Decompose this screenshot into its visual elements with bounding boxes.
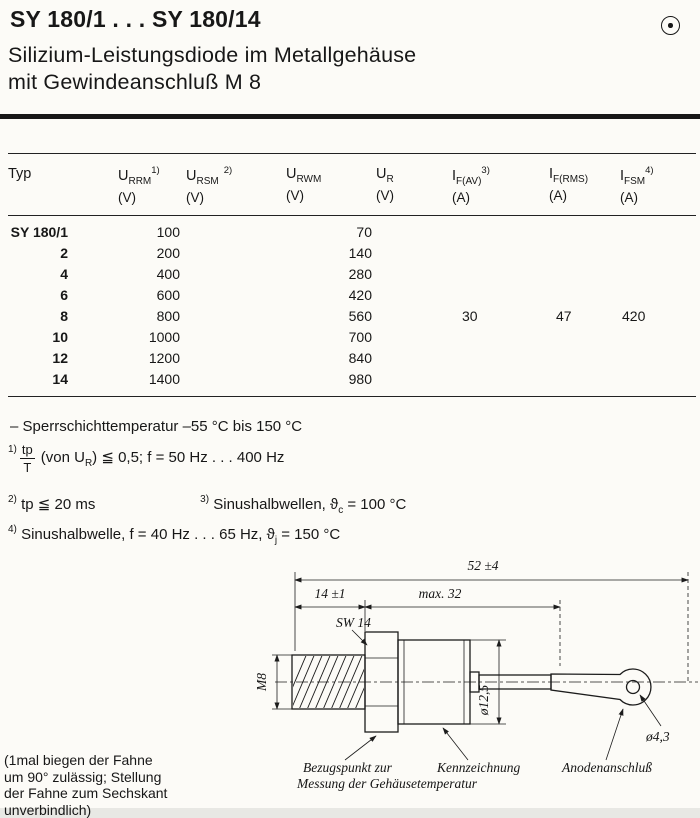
- typ-cell: 2: [8, 245, 68, 261]
- ifav-cell: 30: [446, 306, 541, 327]
- ifsm-cell: 420: [616, 306, 696, 327]
- note-3: $^{3)}$ Sinushalbwellen, $ϑ_c = 100$ °C: [200, 496, 406, 513]
- urrm-cell: 800: [118, 306, 186, 327]
- col-ursm: $U_{RSM}^{2)}$ (V): [186, 154, 286, 216]
- note-junction-temp: – Sperrschichttemperatur –55 °C bis 150 °C: [10, 418, 302, 435]
- table-row: [8, 264, 696, 285]
- typ-cell: 14: [8, 371, 68, 387]
- table-row: [8, 243, 696, 264]
- dim-max-label: max. 32: [419, 586, 462, 601]
- bending-note-line-1: (1mal biegen der Fahne: [4, 752, 234, 769]
- caption-anode-connection: Anodenanschluß: [561, 760, 652, 775]
- typ-cell: 6: [8, 287, 68, 303]
- wrench-size-label: SW 14: [336, 615, 371, 630]
- urwm-cell: 70: [286, 215, 376, 243]
- table-row: [8, 369, 696, 397]
- urrm-cell: 1200: [118, 348, 186, 369]
- urrm-cell: 200: [118, 243, 186, 264]
- urrm-cell: 600: [118, 285, 186, 306]
- ratings-table: [8, 153, 696, 397]
- body-diameter-label: ø12,5: [476, 685, 491, 717]
- col-urwm: $U_{RWM}$ (V): [286, 154, 376, 216]
- table-row: [8, 348, 696, 369]
- note-1: [8, 442, 284, 475]
- typ-cell: 4: [8, 266, 68, 282]
- urwm-cell: 700: [286, 327, 376, 348]
- table-row: [8, 285, 696, 306]
- header-divider: [0, 114, 700, 119]
- urrm-cell: 400: [118, 264, 186, 285]
- col-ur: $U_R$ (V): [376, 154, 446, 216]
- note-1-marker: 1): [8, 444, 17, 455]
- caption-reference-point-line-1: Bezugspunkt zur: [303, 760, 393, 775]
- dim-overall-label: 52 ±4: [467, 558, 498, 573]
- subtitle-line-2: mit Gewindeanschluß M 8: [8, 69, 416, 96]
- page-title: SY 180/1 . . . SY 180/14: [10, 6, 261, 33]
- note-4: $^{4)}$ Sinushalbwelle, f = 40 Hz . . . 65 Hz, $ϑ_j = 150$ °C: [8, 524, 340, 546]
- bending-note-line-2: um 90° zulässig; Stellung: [4, 769, 234, 786]
- fraction-tp-T: $\frac{tp}{T}$: [20, 442, 35, 475]
- note-1-text: (von $U_R$) ≦ 0,5; f = 50 Hz . . . 400 Hz: [41, 448, 285, 469]
- caption-reference-point-line-2: Messung der Gehäusetemperatur: [296, 776, 478, 791]
- bending-note-line-4: unverbindlich): [4, 802, 234, 818]
- col-ifrms: $I_{F(RMS)}$ (A): [541, 154, 616, 216]
- urwm-cell: 840: [286, 348, 376, 369]
- ifrms-cell: 47: [541, 306, 616, 327]
- lug-hole: [627, 681, 640, 694]
- typ-cell: 12: [8, 350, 68, 366]
- typ-cell: 10: [8, 329, 68, 345]
- urwm-cell: 980: [286, 369, 376, 397]
- col-ifav: $I_{F(AV)}^{3)}$ (A): [446, 154, 541, 216]
- typ-cell: 8: [8, 308, 68, 324]
- urrm-cell: 1000: [118, 327, 186, 348]
- urwm-cell: 420: [286, 285, 376, 306]
- note-2: $^{2)}$ tp ≦ 20 ms: [8, 494, 196, 513]
- subtitle-line-1: Silizium-Leistungsdiode im Metallgehäuse: [8, 42, 416, 69]
- dim-stud-label: 14 ±1: [314, 586, 345, 601]
- note-2-and-3: [8, 494, 406, 516]
- urwm-cell: 280: [286, 264, 376, 285]
- circled-dot-icon: [661, 16, 680, 35]
- bending-note-line-3: der Fahne zum Sechskant: [4, 785, 234, 802]
- thread-label: M8: [254, 673, 269, 692]
- anode-lug: [551, 669, 651, 705]
- urrm-cell: 100: [118, 215, 186, 243]
- hole-diameter-label: ø4,3: [645, 729, 670, 744]
- col-typ: Typ: [8, 154, 118, 216]
- urrm-cell: 1400: [118, 369, 186, 397]
- table-row: [8, 306, 696, 327]
- typ-cell: SY 180/1: [8, 224, 68, 240]
- page-subtitle: [8, 42, 416, 96]
- table-row: [8, 215, 696, 243]
- dot: [668, 23, 673, 28]
- col-ifsm: $I_{FSM}^{4)}$ (A): [616, 154, 696, 216]
- urwm-cell: 560: [286, 306, 376, 327]
- col-urrm: $U_{RRM}^{1)}$ (V): [118, 154, 186, 216]
- urwm-cell: 140: [286, 243, 376, 264]
- table-row: [8, 327, 696, 348]
- bending-note: [4, 752, 234, 818]
- table-header-row: [8, 154, 696, 216]
- caption-marking: Kennzeichnung: [436, 760, 520, 775]
